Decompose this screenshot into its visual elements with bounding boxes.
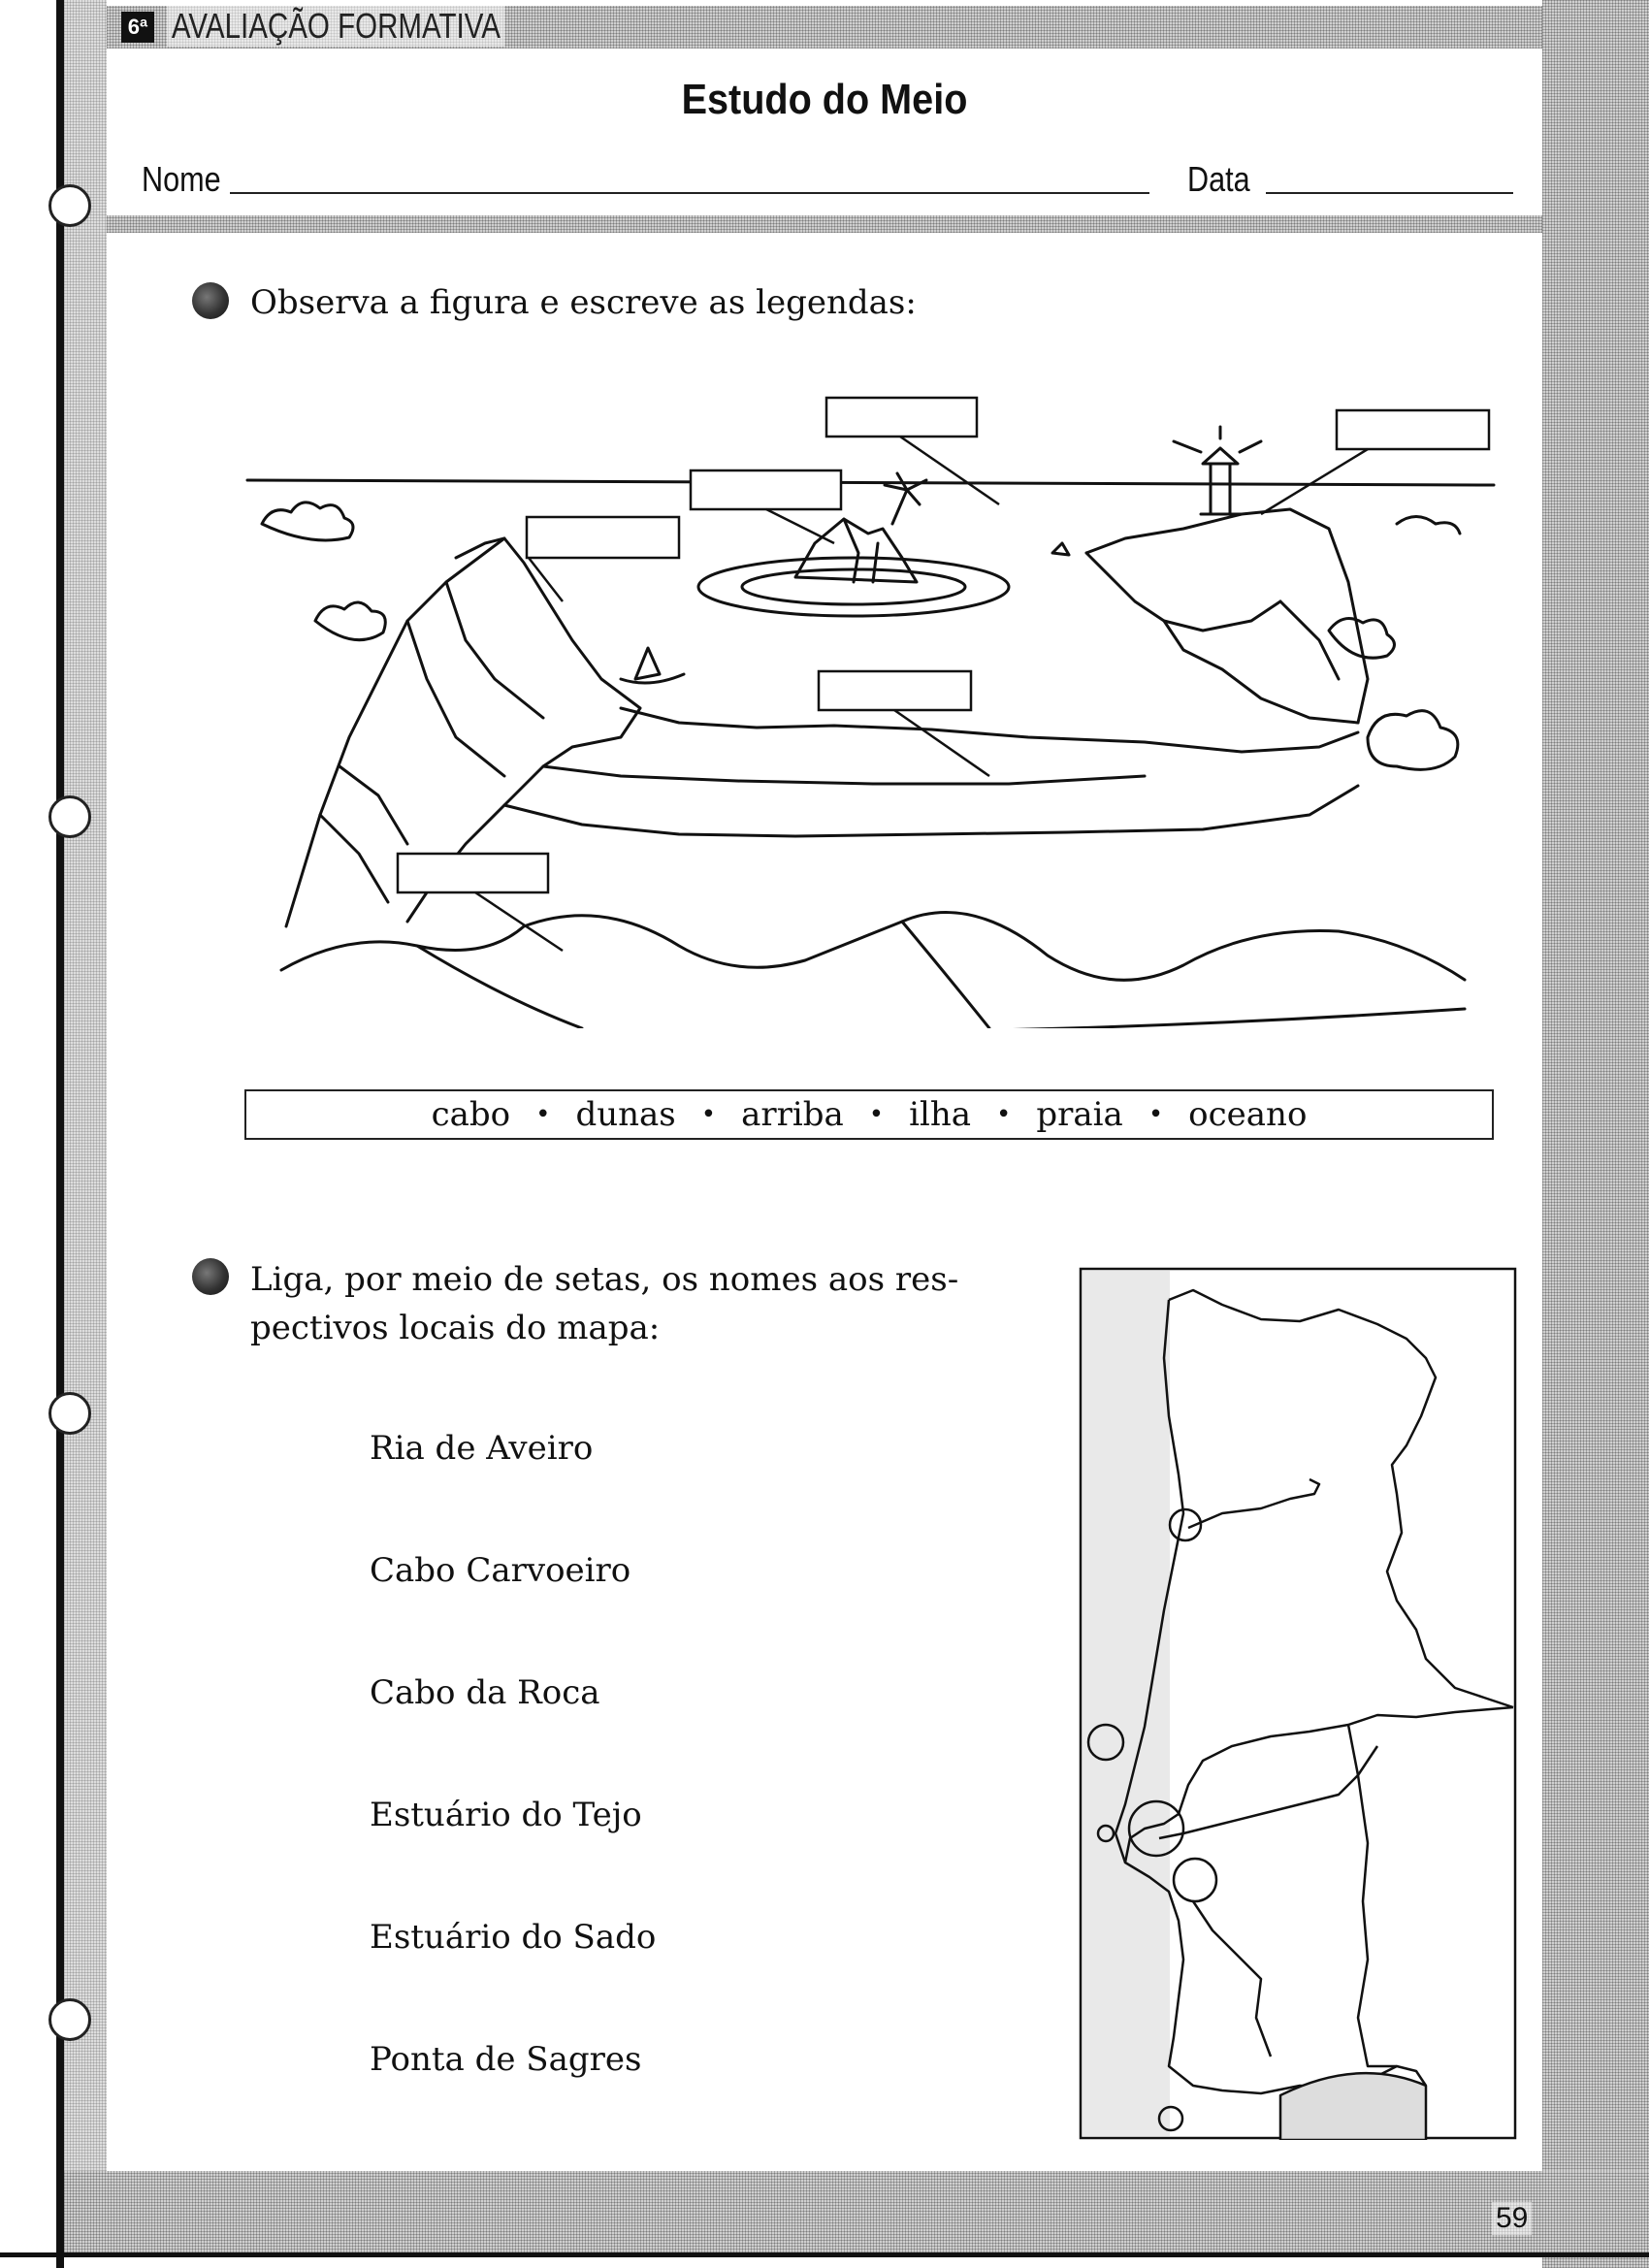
word-oceano: oceano <box>1188 1095 1308 1134</box>
worksheet-type-label: AVALIAÇÃO FORMATIVA <box>167 6 505 47</box>
header-divider <box>107 215 1542 233</box>
name-label: Nome <box>142 159 221 199</box>
word-bank <box>244 1089 1494 1140</box>
portugal-map <box>1079 1267 1517 2140</box>
separator-dot: • <box>535 1100 551 1129</box>
place-name[interactable]: Cabo da Roca <box>370 1673 600 1712</box>
separator-dot: • <box>996 1100 1012 1129</box>
binding-edge <box>56 0 64 2268</box>
place-name[interactable]: Cabo Carvoeiro <box>370 1551 631 1590</box>
binder-hole <box>48 795 91 838</box>
scan-border-bottom <box>64 2171 1649 2252</box>
page-number: 59 <box>1492 2202 1532 2235</box>
separator-dot: • <box>1148 1100 1164 1129</box>
question-1-instruction: Observa a figura e escreve as legendas: <box>250 283 917 322</box>
place-name[interactable]: Ponta de Sagres <box>370 2040 642 2079</box>
page-bottom-edge <box>0 2252 1649 2257</box>
question-2-instruction-line-1: Liga, por meio de setas, os nomes aos res- <box>250 1260 959 1299</box>
place-name[interactable]: Ria de Aveiro <box>370 1429 594 1468</box>
word-ilha: ilha <box>909 1095 972 1134</box>
coastal-landscape-illustration <box>242 388 1504 1028</box>
binder-hole <box>48 1392 91 1435</box>
date-field-line[interactable] <box>1266 192 1513 194</box>
question-2-instruction-line-2: pectivos locais do mapa: <box>250 1309 661 1347</box>
place-name[interactable]: Estuário do Tejo <box>370 1796 642 1834</box>
word-arriba: arriba <box>741 1095 844 1134</box>
binder-hole <box>48 1998 91 2041</box>
word-dunas: dunas <box>575 1095 676 1134</box>
binder-hole <box>48 184 91 227</box>
place-name[interactable]: Estuário do Sado <box>370 1918 657 1957</box>
separator-dot: • <box>700 1100 717 1129</box>
question-2-bullet-icon <box>192 1258 229 1295</box>
grade-badge: 6ª <box>121 12 154 43</box>
word-cabo: cabo <box>431 1095 511 1134</box>
name-field-line[interactable] <box>230 192 1149 194</box>
scan-border-left <box>64 0 107 2252</box>
separator-dot: • <box>868 1100 885 1129</box>
date-label: Data <box>1187 159 1250 199</box>
page-title: Estudo do Meio <box>681 76 968 123</box>
word-praia: praia <box>1036 1095 1123 1134</box>
scan-border-right <box>1542 0 1649 2268</box>
question-1-bullet-icon <box>192 282 229 319</box>
